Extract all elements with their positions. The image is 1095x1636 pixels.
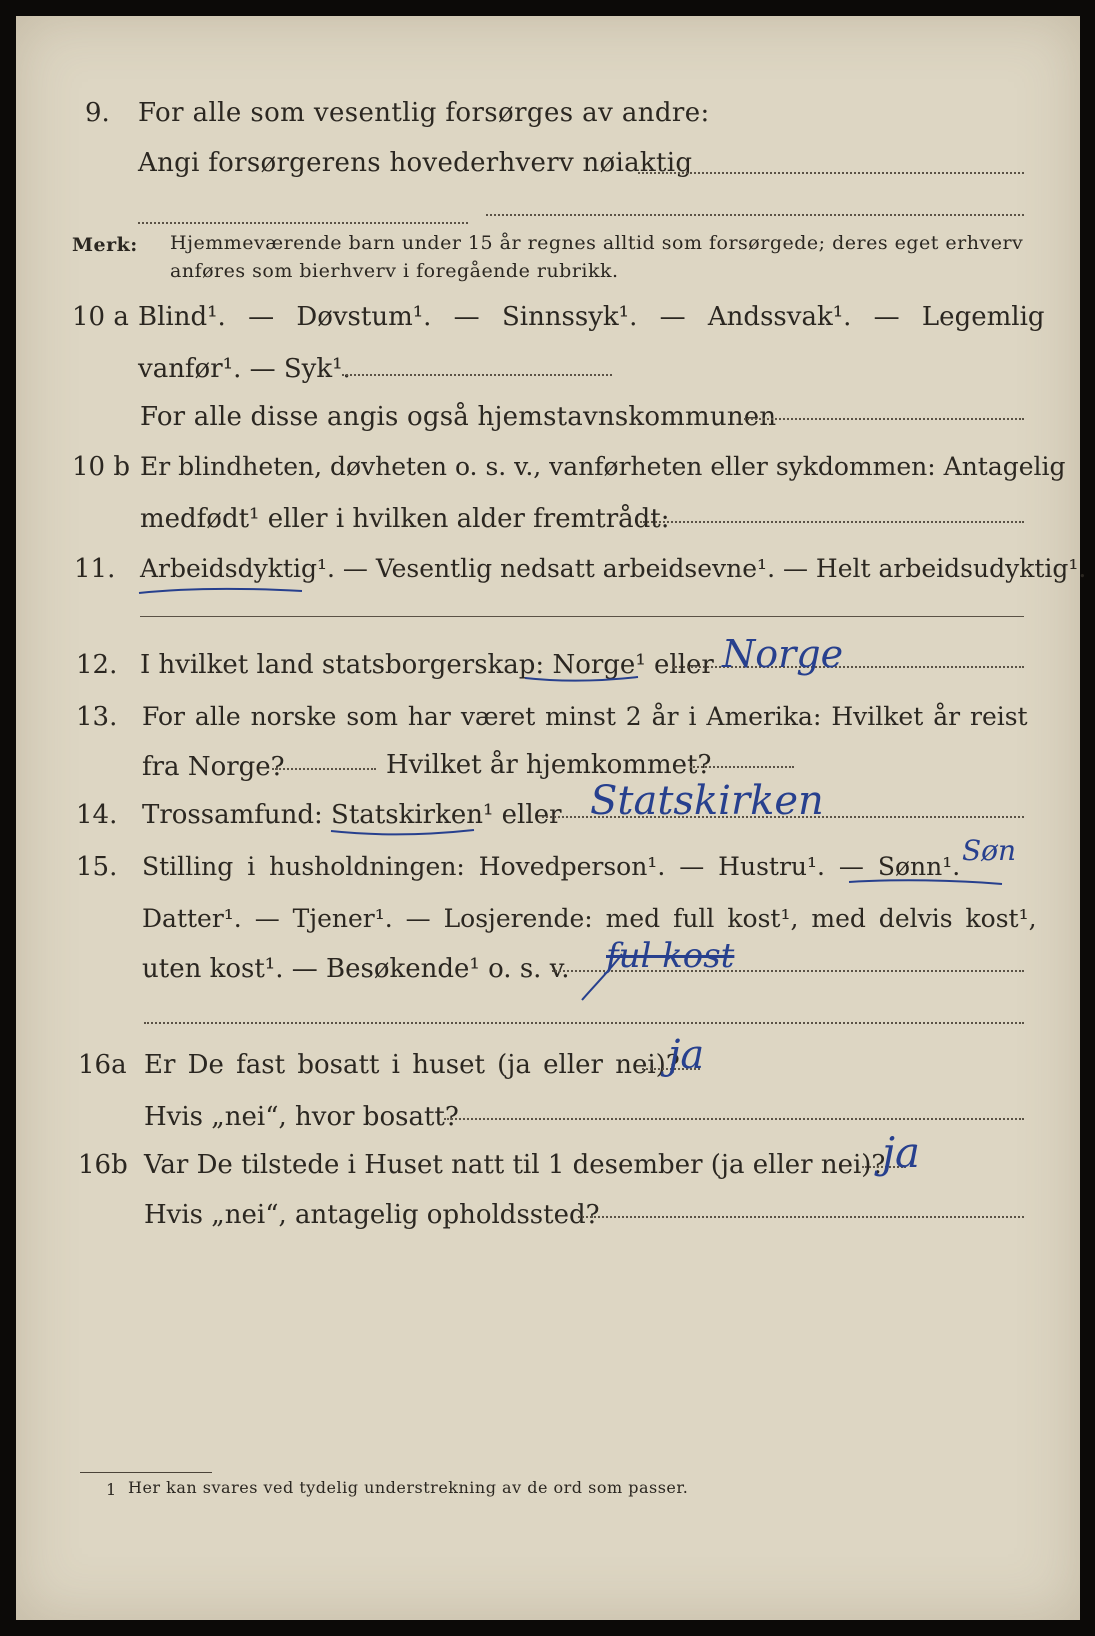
- q13-number: 13.: [76, 702, 118, 732]
- q10a-number: 10 a: [72, 302, 129, 332]
- q10b-answer-line[interactable]: [640, 521, 1024, 523]
- q13-line2a: fra Norge?: [142, 752, 285, 782]
- q13-hjemkommet-line[interactable]: [690, 766, 794, 768]
- q15-handwritten-kost: ful kost: [606, 936, 735, 976]
- q15-handwritten-underline: [846, 876, 1006, 890]
- q15-handwritten-mark: [572, 950, 672, 1004]
- q12-handwritten-answer: Norge: [722, 632, 844, 676]
- q16b-opholdssted-line[interactable]: [578, 1216, 1024, 1218]
- q16b-line2: Hvis „nei“, antagelig opholdssted?: [144, 1200, 600, 1230]
- merk-label: Merk:: [72, 234, 138, 256]
- q11-number: 11.: [74, 554, 116, 584]
- merk-line2: anføres som bierhverv i foregående rubrikk.: [170, 260, 619, 282]
- q15-handwritten-son: Søn: [962, 834, 1017, 867]
- q16a-line1: Er De fast bosatt i huset (ja eller nei)?: [144, 1050, 680, 1080]
- q16b-line1: Var De tilstede i Huset natt til 1 desember (ja eller nei)?: [144, 1150, 886, 1180]
- q9-answer-line-2a[interactable]: [138, 222, 468, 224]
- q9-number: 9.: [85, 98, 110, 128]
- q12-handwritten-underline: [522, 672, 642, 686]
- q16a-handwritten-answer: ja: [668, 1032, 705, 1078]
- q13-line2b: Hvilket år hjemkommet?: [386, 750, 712, 780]
- q10a-answer-line[interactable]: [342, 374, 612, 376]
- footnote-rule: [80, 1472, 212, 1473]
- footnote-mark: 1: [106, 1480, 117, 1499]
- q14-handwritten-answer: Statskirken: [590, 778, 824, 824]
- footnote-text: Her kan svares ved tydelig understrekning av de ord som passer.: [128, 1478, 689, 1497]
- q15-number: 15.: [76, 852, 118, 882]
- q16b-number: 16b: [78, 1150, 128, 1180]
- q16a-line2: Hvis „nei“, hvor bosatt?: [144, 1102, 459, 1132]
- q10b-number: 10 b: [72, 452, 130, 482]
- census-form-page: [16, 16, 1087, 1620]
- q11-handwritten-underline: [136, 584, 306, 600]
- q9-answer-line-2b[interactable]: [486, 214, 1024, 216]
- q10a-kommune-line[interactable]: [744, 418, 1024, 420]
- q9-answer-line[interactable]: [638, 172, 1024, 174]
- q11-rule: [140, 616, 1024, 617]
- q14-handwritten-underline: [328, 826, 478, 840]
- q15-answer-line-2[interactable]: [144, 1022, 1024, 1024]
- q14-number: 14.: [76, 800, 118, 830]
- q9-line1: For alle som vesentlig forsørges av andre:: [138, 98, 710, 128]
- q16a-number: 16a: [78, 1050, 127, 1080]
- q12-number: 12.: [76, 650, 118, 680]
- q10a-line3: For alle disse angis også hjemstavnskommunen: [140, 402, 777, 432]
- q15-line1: Stilling i husholdningen: Hovedperson¹. — Hustru¹. — Sønn¹.: [142, 852, 961, 881]
- q10a-line1: Blind¹. — Døvstum¹. — Sinnssyk¹. — Andssvak¹. — Legemlig: [138, 302, 1045, 332]
- q14-line1: Trossamfund: Statskirken¹ eller: [142, 800, 562, 830]
- q10a-line2: vanfør¹. — Syk¹.: [138, 354, 351, 384]
- q15-line3: uten kost¹. — Besøkende¹ o. s. v.: [142, 954, 570, 984]
- q10b-line2: medfødt¹ eller i hvilken alder fremtrådt:: [140, 504, 670, 534]
- q10b-line1: Er blindheten, døvheten o. s. v., vanførheten eller sykdommen: Antagelig: [140, 452, 1066, 481]
- q13-reist-line[interactable]: [272, 768, 376, 770]
- q9-line2: Angi forsørgerens hovederhverv nøiaktig: [138, 148, 693, 178]
- q12-line1: I hvilket land statsborgerskap: Norge¹ eller: [140, 650, 714, 680]
- merk-line1: Hjemmeværende barn under 15 år regnes alltid som forsørgede; deres eget erhverv: [170, 232, 1024, 254]
- q15-line2: Datter¹. — Tjener¹. — Losjerende: med full kost¹, med delvis kost¹,: [142, 904, 1037, 933]
- q16b-handwritten-answer: ja: [882, 1128, 921, 1177]
- q11-line1: Arbeidsdyktig¹. — Vesentlig nedsatt arbeidsevne¹. — Helt arbeidsudyktig¹.: [140, 554, 1087, 583]
- q16a-bosatt-line[interactable]: [444, 1118, 1024, 1120]
- q13-line1: For alle norske som har været minst 2 år i Amerika: Hvilket år reist: [142, 702, 1028, 731]
